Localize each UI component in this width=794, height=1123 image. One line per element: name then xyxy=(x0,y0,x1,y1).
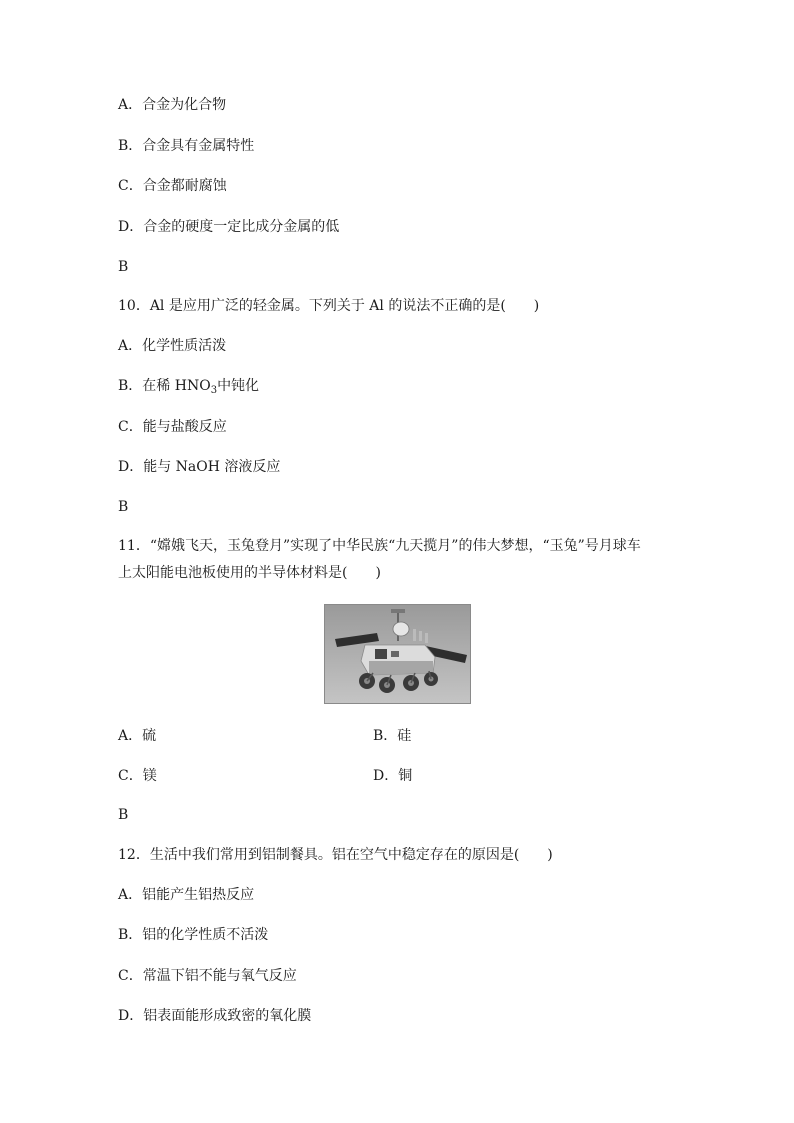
q10-option-b xyxy=(118,376,259,396)
q10-stem: 10．Al 是应用广泛的轻金属。下列关于 Al 的说法不正确的是( ) xyxy=(118,298,540,314)
q9-option-a: A．合金为化合物 xyxy=(118,97,227,113)
q11-option-a: A．硫 xyxy=(118,728,157,744)
q9-option-b: B．合金具有金属特性 xyxy=(118,138,255,154)
q12-stem: 12．生活中我们常用到铝制餐具。铝在空气中稳定存在的原因是( ) xyxy=(118,847,553,863)
lunar-rover-image xyxy=(324,604,471,704)
q10-option-b-text-end: 中钝化 xyxy=(217,378,260,394)
q12-option-d: D．铝表面能形成致密的氧化膜 xyxy=(118,1008,312,1024)
q10-answer: B xyxy=(118,499,129,515)
q12-option-a: A．铝能产生铝热反应 xyxy=(118,887,255,903)
q10-option-b-text: B．在稀 HNO xyxy=(118,378,211,394)
q9-option-c: C．合金都耐腐蚀 xyxy=(118,178,227,194)
q10-option-a: A．化学性质活泼 xyxy=(118,338,227,354)
q12-option-c: C．常温下铝不能与氧气反应 xyxy=(118,968,297,984)
q9-answer: B xyxy=(118,259,129,275)
q11-stem-line2: 上太阳能电池板使用的半导体材料是( ) xyxy=(118,565,381,581)
q10-option-c: C．能与盐酸反应 xyxy=(118,419,227,435)
q11-answer: B xyxy=(118,807,129,823)
q11-option-b: B．硅 xyxy=(373,728,412,744)
q10-option-b-subscript: 3 xyxy=(210,385,218,396)
q9-option-d: D．合金的硬度一定比成分金属的低 xyxy=(118,219,340,235)
q11-stem-line1: 11．“嫦娥飞天，玉兔登月”实现了中华民族“九天揽月”的伟大梦想，“玉兔”号月球车 xyxy=(118,538,641,554)
q12-option-b: B．铝的化学性质不活泼 xyxy=(118,927,269,943)
q11-option-c: C．镁 xyxy=(118,768,157,784)
q10-option-d: D．能与 NaOH 溶液反应 xyxy=(118,459,281,475)
q11-option-d: D．铜 xyxy=(373,768,413,784)
